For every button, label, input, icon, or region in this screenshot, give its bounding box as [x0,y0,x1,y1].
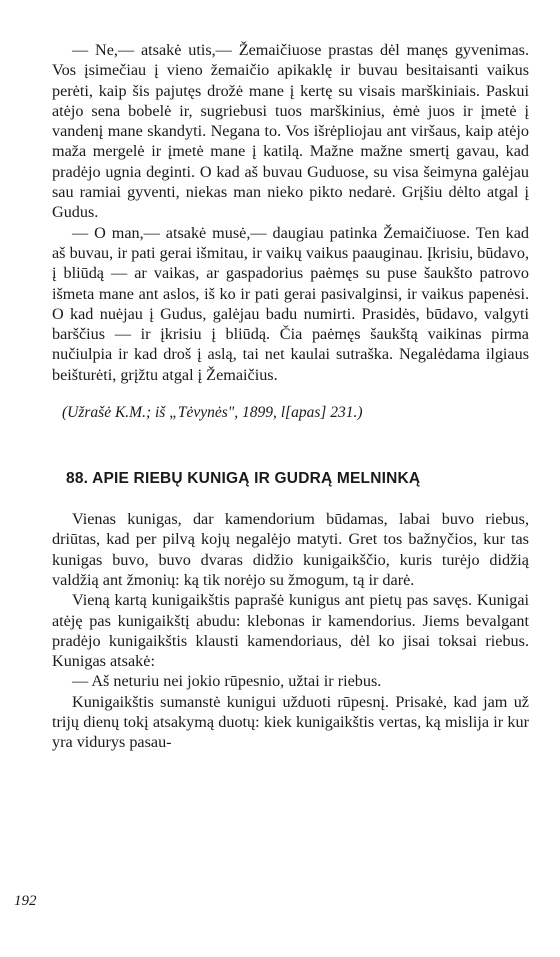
story-heading: 88. APIE RIEBŲ KUNIGĄ IR GUDRĄ MELNINKĄ [66,470,421,488]
story-end-paragraph-1: — Ne,— atsakė utis,— Žemaičiuose prastas dėl manęs gyvenimas. Vos įsimečiau į vieno žemaičio apikaklę ir buvau besitaisanti vaikus perėti, kaip šis pajutęs drožė mane į kertę su visais marškiniais. Paskui atėjo sena bobelė ir, sugriebusi tuos marškinius, ėmė juos ir įmetė į vandenį mane skandyti. Negana to. Vos išrėpliojau ant viršaus, kaip atėjo maža mergelė ir įmetė mane į katilą. Mažne mažne smertį gavau, kad pradėjo ugnia deginti. O kad aš buvau Guduose, su visa šeimyna galėjau sau ramiai gyventi, niekas man nieko pikto nedarė. Grįšiu dėlto atgal į Gudus. [52,41,529,222]
book-page [52,40,529,753]
story-end-paragraph-2: — O man,— atsakė musė,— daugiau patinka Žemaičiuose. Ten kad aš buvau, ir pati gerai išmitau, ir vaikų vaikus paauginau. Įkrisiu, būdavo, į bliūdą — ar vaikas, ar gaspadorius paėmęs su puse šaukšto patrovo išmeta mane ant aslos, iš ko ir pati gerai pasivalginsi, ir vaikus papenėsi. O kad nuėjau į Gudus, galėjau badu numirti. Prasidės, būdavo, valgyti barščius — ir įkrisiu į bliūdą. Čia paėmęs šaukštą vaikinas pirma nučiulpia ir kad droš į aslą, tai net kaulai sutraška. Negalėdama ilgiaus beišturėti, grįžtu atgal į Žemaičius. [52,223,529,384]
story-paragraph-2: Vieną kartą kunigaikštis paprašė kunigus ant pietų pas savęs. Kunigai atėję pas kunigaikštį abudu: klebonas ir kamendorius. Jiems bevalgant pradėjo kunigaikštis klausti kamendoriaus, dėl ko jisai toksai riebus. Kunigas atsakė: [52,591,529,671]
page-number: 192 [14,893,37,909]
story-paragraph-4: Kunigaikštis sumanstė kunigui užduoti rūpesnį. Prisakė, kad jam už trijų dienų tokį atsakymą duotų: kiek kunigaikštis vertas, ką mislija ir kur yra vidurys pasau- [52,692,529,752]
story-paragraph-1: Vienas kunigas, dar kamendorium būdamas, labai buvo riebus, driūtas, kad per pilvą kojų negalėjo matyti. Gret tos bažnyčios, kur tas kunigas buvo, buvo dvaras didžio kunigaikščio, kuris turėjo didžią valdžią ant žmonių: ką tik norėjo su žmogum, tą ir darė. [52,510,529,589]
story-paragraph-3: — Aš neturiu nei jokio rūpesnio, užtai ir riebus. [72,672,382,691]
source-citation: (Užrašė K.M.; iš „Tėvynės", 1899, l[apas] 231.) [62,404,363,422]
